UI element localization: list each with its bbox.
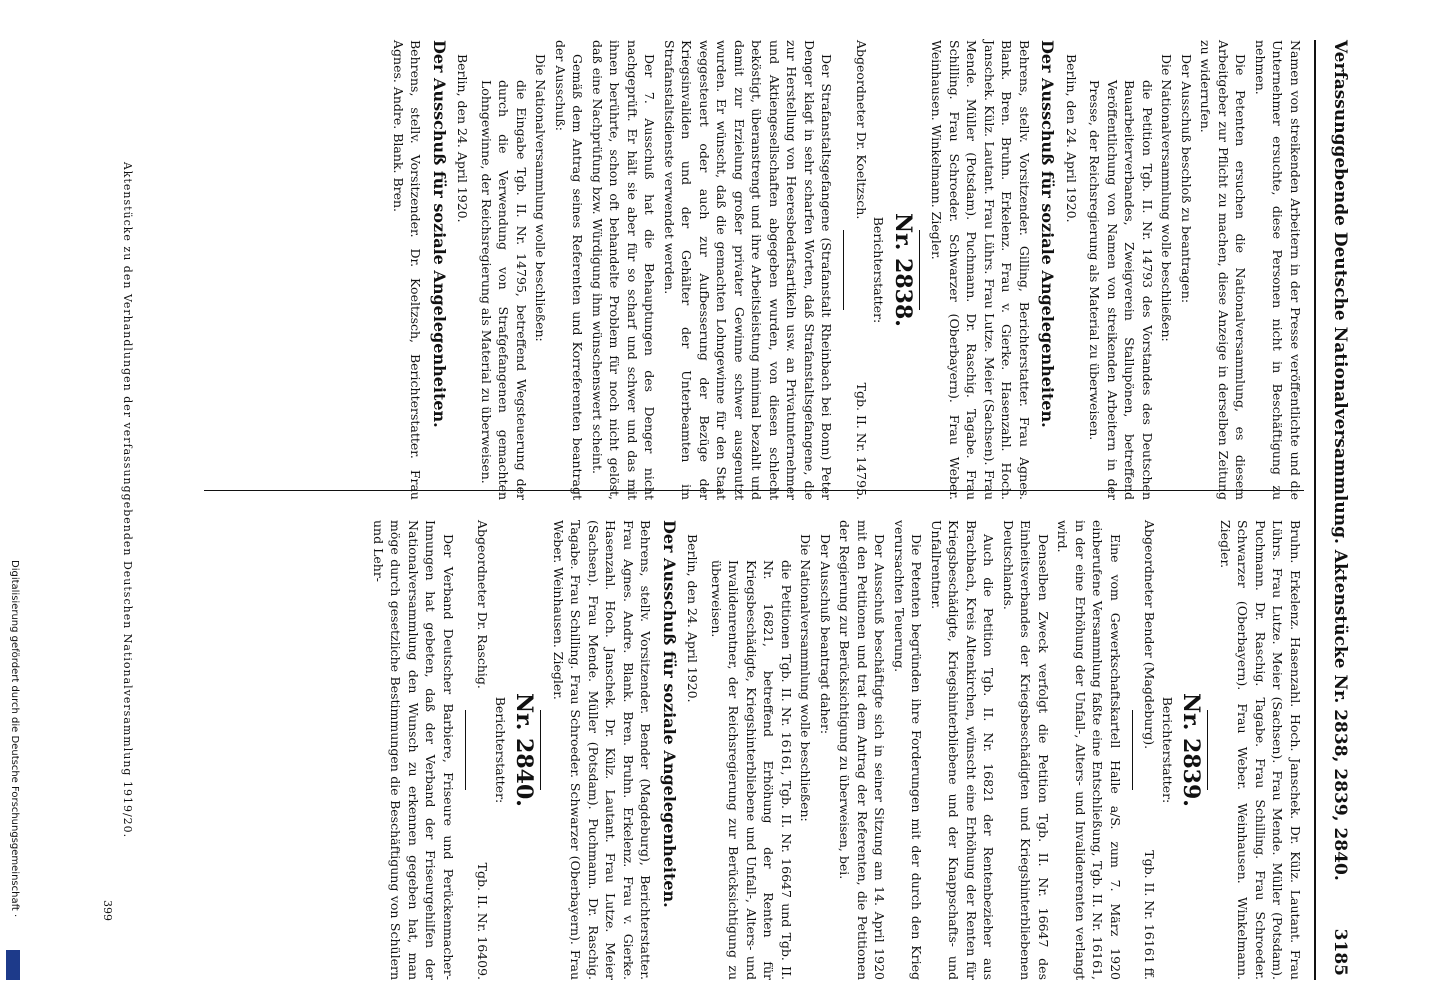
right-column — [368, 520, 1305, 980]
rapporteur-label: Berichterstatter: — [871, 216, 887, 324]
committee-title: Der Ausschuß für soziale Angelegenheiten. — [430, 40, 449, 428]
paragraph: Die Nationalversammlung wolle beschließen: — [798, 534, 814, 822]
date-line: Berlin, den 24. April 1920. — [1064, 54, 1079, 223]
paragraph: Gemäß dem Antrag seines Referenten und Korreferenten beantragt der Ausschuß: — [553, 40, 586, 500]
document-number: Nr. 2840. — [511, 693, 538, 807]
paragraph: Denselben Zweck verfolgt die Petition Tgb. II. Nr. 16647 des Einheitsverbandes der Kriegsbeschädigten und Kriegshinterbliebenen Deutschlands. — [1001, 520, 1051, 980]
reference-line — [1141, 520, 1159, 980]
section-rule — [1132, 710, 1133, 790]
paragraph: Eine vom Gewerkschaftskartell Halle a/S. zum 7. März 1920 einberufene Versammlung faßte eine Entschließung, Tgb. II. Nr. 16161, in der eine Erhöhung der Unfall-, Alters- und Invalidenrenten verlangt wird. — [1055, 520, 1123, 980]
header-page-number: 3185 — [1330, 928, 1350, 976]
member-list: Behrens, stellv. Vorsitzender. Gilling, Berichterstatter. Frau Agnes. Blank. Bren. Bruhn. Erkelenz. Frau v. Gierke. Hasenzahl. Hoch. Janschek. Külz. Lautant. Frau Lührs. Frau Lutze. Meier (Sachsen). Frau Mende. Müller (Potsdam). Puchmann. Dr. Raschig. Tagabe. Frau Schilling. Frau Schroeder. Schwarzer (Oberbayern). Frau Weber. Weinhausen. Winkelmann. Ziegler. — [929, 40, 1032, 500]
rapporteur-label: Berichterstatter: — [1160, 696, 1175, 804]
page-footer: Aktenstücke zu den Verhandlungen der verfassunggebenden Deutschen Nationalversammlung 1919/20. — [121, 161, 134, 839]
committee-title: Der Ausschuß für soziale Angelegenheiten. — [660, 520, 679, 908]
paragraph: Die Nationalversammlung wolle beschließen: — [1159, 54, 1175, 342]
member-list: Bruhn. Erkelenz. Hasenzahl. Hoch. Janschek. Dr. Külz. Lautant. Frau Lührs. Frau Lutze. Meier (Sachsen). Frau Mende. Müller (Potsdam). Puchmann. Dr. Raschig. Tagabe. Frau Schilling. Frau Schroeder. Schwarzer (Oberbayern). Frau Weber. Weinhausen. Winkelmann. Ziegler. — [1218, 520, 1303, 980]
paragraph: Die Petenten ersuchen die Nationalversammlung, es diesem Arbeitgeber zur Pflicht zu machen, diese Anzeige in derselben Zeitung zu widerrufen. — [1198, 40, 1249, 500]
paragraph: Die Petenten begründen ihre Forderungen mit der durch den Krieg verursachten Teuerung. — [892, 520, 925, 980]
dfg-logo-icon — [6, 950, 20, 980]
header-title: Verfassunggebende Deutsche Nationalversammlung. Aktenstücke Nr. 2838, 2839, 2840. — [1330, 40, 1350, 881]
paragraph: Die Nationalversammlung wolle beschließen: — [533, 54, 549, 342]
section-rule — [541, 710, 542, 790]
section-rule — [844, 230, 845, 310]
committee-title: Der Ausschuß für soziale Angelegenheiten. — [1038, 40, 1058, 428]
paragraph: Der Ausschuß beantragt daher: — [818, 534, 833, 735]
resolution-text: die Petitionen Tgb. II. Nr. 16161, Tgb. II. Nr. 16647 und Tgb. II. Nr. 16821, betreffend Erhöhung der Renten für Kriegsbeschädigte, Kriegshinterbliebene und Unfall-, Alters- und Invalidenrentner, der Reichsregierung zur Berücksichtigung zu überweisen. — [709, 560, 794, 980]
paragraph: Der Ausschuß beschäftigte sich in seiner Sitzung am 14. April 1920 mit den Petitionen und trat dem Antrag der Referenten, die Petitionen der Regierung zur Berücksichtigung zu überweisen, bei. — [837, 520, 888, 980]
resolution-text: die Petition Tgb. II. Nr. 14793 des Vorstandes des Deutschen Bauarbeiterverbandes, Zweigverein Stallupönen, betreffend Veröffentlichung von Namen von streikenden Arbeitern in der Presse, der Reichsregierung als Material zu überweisen. — [1087, 80, 1155, 500]
tgb-reference: Tgb. II. Nr. 14795. — [854, 382, 869, 500]
date-line: Berlin, den 24. April 1920. — [455, 54, 471, 223]
rapporteur-name: Abgeordneter Dr. Raschig. — [475, 520, 491, 689]
section-rule — [465, 710, 466, 790]
digitization-text: Digitalisierung gefördert durch die Deutsche Forschungsgemeinschaft · — [9, 560, 20, 918]
left-column — [388, 40, 1305, 500]
rapporteur-name: Abgeordneter Bender (Magdeburg). — [1142, 520, 1158, 750]
document-number: Nr. 2838. — [890, 213, 916, 327]
tgb-reference: Tgb. II. Nr. 16161 ff. — [1142, 850, 1158, 980]
paragraph: Der Verband Deutscher Barbiere, Friseure und Perückenmacher-Innungen hat gebeten, daß der Verband der Friseurgehilfen der Nationalversammlung den Wunsch zu erkennen gegeben hat, man möge durch gesetzliche Bestimmungen die Beschäftigung von Schülern und Lehr- — [371, 520, 456, 980]
rapporteur-label: Berichterstatter: — [493, 696, 508, 804]
page-header — [1314, 40, 1364, 980]
tgb-reference: Tgb. II. Nr. 16409. — [475, 862, 491, 980]
document-number: Nr. 2839. — [1178, 693, 1205, 807]
paragraph: Auch die Petition Tgb. II. Nr. 16821 der Rentenbezieher aus Brachbach, Kreis Altenkirchen, wünscht eine Erhöhung der Renten für Kriegsbeschädigte, Kriegshinterbliebene und der Knappschafts- und Unfallrentner. — [929, 520, 997, 980]
section-rule — [1208, 710, 1209, 790]
digitization-note — [6, 560, 22, 980]
footer-page-number: 399 — [101, 900, 114, 921]
rapporteur-name: Abgeordneter Dr. Koeltzsch. — [854, 40, 869, 220]
reference-line — [853, 40, 871, 500]
paragraph: Der Ausschuß beschloß zu beantragen: — [1179, 54, 1194, 304]
paragraph: Namen von streikenden Arbeitern in der Presse veröffentlichte und die Unternehmer ersuchte, diese Personen nicht in Beschäftigung zu nehmen. — [1253, 40, 1303, 500]
reference-line — [474, 520, 492, 980]
paragraph: Der 7. Ausschuß hat die Behauptungen des Denger nicht nachgeprüft. Er hält sie aber für so scharf und schwer und das mit ihnen berührte, schon oft behandelte Problem für noch nicht gelöst, daß eine Nachprüfung bzw. Würdigung ihm wünschenswert scheint. — [590, 40, 658, 500]
paragraph: Der Strafanstaltsgefangene (Strafanstalt Rheinbach bei Bonn) Peter Denger klagt in sehr scharfen Worten, daß Strafanstaltsgefangene, die zur Herstellung von Heeresbedarfsartikeln usw. an Privatunternehmer und Aktiengesellschaften abgegeben wurden, von diesen schlecht beköstigt, überanstrengt und ihre Arbeitsleistung minimal bezahlt und damit zur Erzielung großer privater Gewinne schwer ausgenutzt wurden. Er wünscht, daß die gemachten Lohngewinne für den Staat weggesteuert oder auch zur Aufbesserung der Bezüge der Kriegsinvaliden und der Gehälter der Unterbeamten im Strafanstaltsdienste verwendet werden. — [662, 40, 835, 500]
resolution-text: die Eingabe Tgb. II. Nr. 14795, betreffend Wegsteuerung der durch die Verwendung von Strafgefangenen gemachten Lohngewinne, der Reichsregierung als Material zu überweisen. — [479, 80, 529, 500]
member-list: Behrens, stellv. Vorsitzender. Bender (Magdeburg), Berichterstatter. Frau Agnes. Andre. Blank. Bren. Bruhn. Erkelenz. Frau v. Gierke. Hasenzahl. Hoch. Janschek. Dr. Külz. Lautant. Frau Lutze. Meier (Sachsen). Frau Mende. Müller (Potsdam). Puchmann. Dr. Raschig. Tagabe. Frau Schilling. Frau Schroeder. Schwarzer (Oberbayern). Frau Weber. Weinhausen. Ziegler. — [551, 520, 654, 980]
member-list: Behrens, stellv. Vorsitzender. Dr. Koeltzsch, Berichterstatter. Frau Agnes. Andre. Blank. Bren. — [391, 40, 424, 500]
section-rule — [919, 230, 920, 310]
date-line: Berlin, den 24. April 1920. — [685, 534, 701, 703]
